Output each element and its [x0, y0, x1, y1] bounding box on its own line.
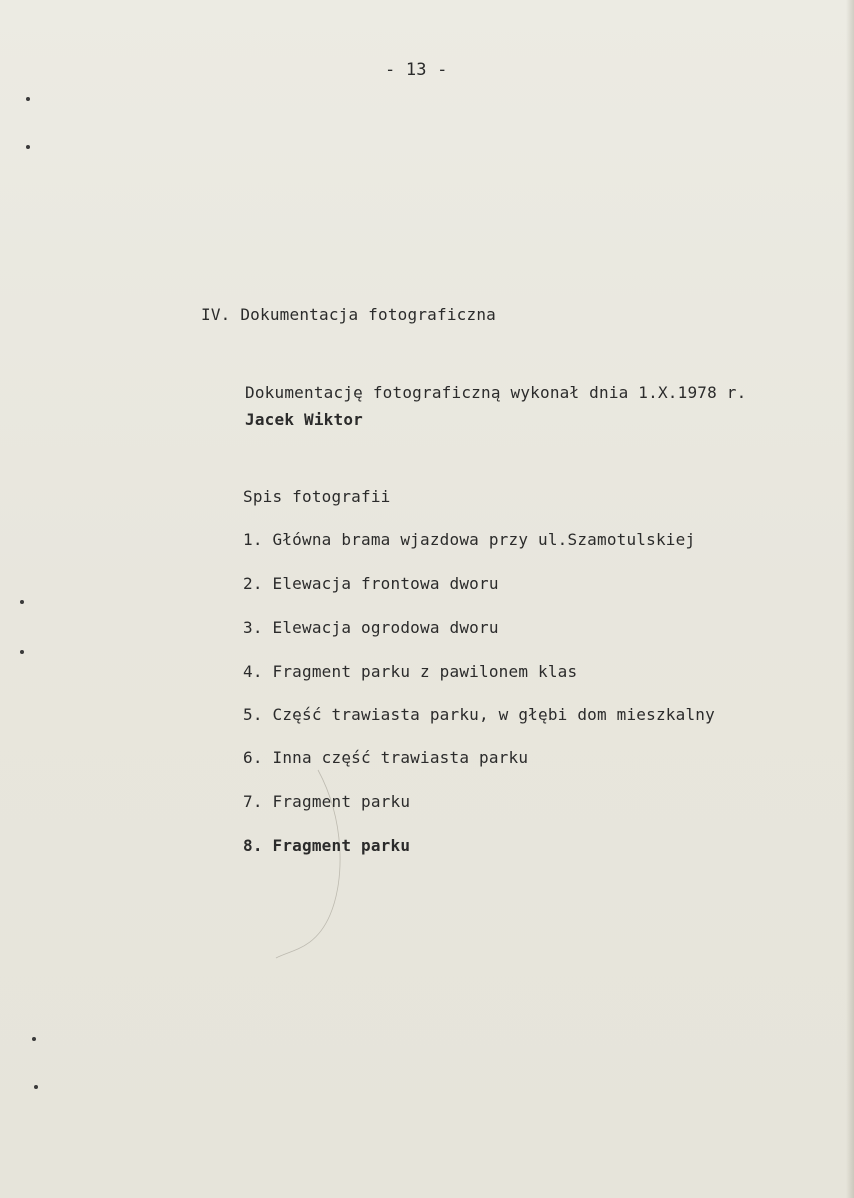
list-item: 6. Inna część trawiasta parku: [243, 748, 529, 767]
intro-line-2: Jacek Wiktor: [245, 410, 363, 429]
list-item: 8. Fragment parku: [243, 836, 411, 855]
section-heading: IV. Dokumentacja fotograficzna: [201, 305, 496, 324]
list-item: 1. Główna brama wjazdowa przy ul.Szamotulskiej: [243, 530, 696, 549]
list-heading: Spis fotografii: [243, 487, 391, 506]
intro-line-1: Dokumentację fotograficzną wykonał dnia 1.X.1978 r.: [245, 383, 747, 402]
page-number: - 13 -: [385, 60, 448, 80]
list-item: 3. Elewacja ogrodowa dworu: [243, 618, 499, 637]
list-item: 2. Elewacja frontowa dworu: [243, 574, 499, 593]
list-item: 5. Część trawiasta parku, w głębi dom mieszkalny: [243, 705, 715, 724]
list-item: 7. Fragment parku: [243, 792, 411, 811]
list-item: 4. Fragment parku z pawilonem klas: [243, 662, 578, 681]
